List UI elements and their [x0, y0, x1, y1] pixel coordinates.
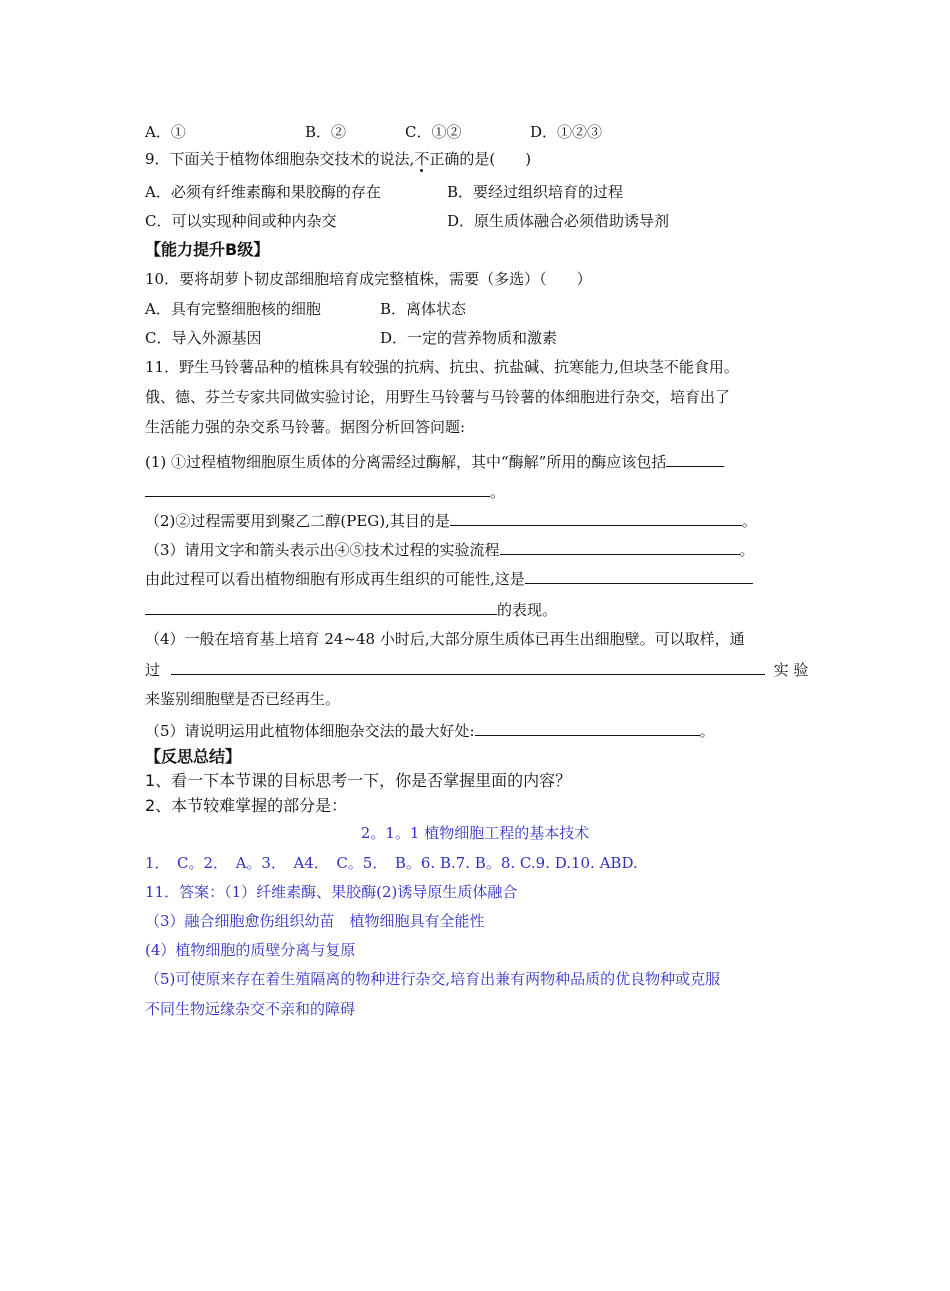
q11-sub5: （5）请说明运用此植物体细胞杂交法的最大好处: 。 [145, 719, 715, 742]
q11-sub1-continued: 。 [145, 480, 505, 503]
q11-sub2: （2)②过程需要用到聚乙二醇(PEG),其目的是 。 [145, 509, 757, 532]
answers-title: 2。1。1 植物细胞工程的基本技术 [360, 824, 590, 842]
q11-paragraph-line1: 11．野生马铃薯品种的植株具有较强的抗病、抗虫、抗盐碱、抗寒能力,但块茎不能食用。 [145, 358, 739, 376]
q9-emphasis: 不 [414, 150, 430, 168]
q10-option-a: A．具有完整细胞核的细胞 [145, 300, 321, 318]
q11-sub3-line3: 的表现。 [145, 598, 557, 621]
q10-option-b: B．离体状态 [380, 300, 467, 318]
q8-option-a: A．① [145, 123, 186, 141]
q9-option-c: C．可以实现种间或种内杂交 [145, 212, 337, 230]
q9-option-b: B．要经过组织培育的过程 [447, 183, 624, 201]
q11-sub3-line2: 由此过程可以看出植物细胞有形成再生组织的可能性,这是 [145, 567, 753, 590]
reflect-heading: 【反思总结】 [145, 747, 242, 766]
q11-sub3: （3）请用文字和箭头表示出④⑤技术过程的实验流程 。 [145, 538, 755, 561]
section-b-heading: 【能力提升B级】 [145, 240, 270, 259]
q11-paragraph-line3: 生活能力强的杂交系马铃薯。据图分析回答问题: [145, 418, 466, 436]
answers-line1: 1． C。2． A。3． A4． C。5． B。6. B.7. B。8. C.9. D.10. ABD. [145, 854, 638, 872]
answer-blank[interactable] [450, 509, 742, 526]
q11-paragraph-line2: 俄、德、芬兰专家共同做实验讨论，用野生马铃薯与马铃薯的体细胞进行杂交，培育出了 [145, 388, 731, 406]
answer-blank[interactable] [475, 719, 700, 736]
answers-line4: (4）植物细胞的质壁分离与复原 [145, 941, 356, 959]
q10-stem: 10．要将胡萝卜韧皮部细胞培育成完整植株，需要（多选）（ ） [145, 270, 592, 288]
answer-blank[interactable] [666, 450, 724, 467]
q8-option-b: B．② [305, 123, 347, 141]
q9-stem: 9．下面关于植物体细胞杂交技术的说法,不正确的是( ) [145, 150, 532, 168]
answers-line5: （5)可使原来存在着生殖隔离的物种进行杂交,培育出兼有两物种品质的优良物种或克服 [145, 970, 721, 988]
q10-option-d: D．一定的营养物质和激素 [380, 329, 558, 347]
q11-sub4-line3: 来鉴别细胞壁是否已经再生。 [145, 690, 341, 708]
reflect-line2: 2、本节较难掌握的部分是： [145, 796, 348, 815]
answer-blank[interactable] [525, 567, 753, 584]
q9-option-a: A．必须有纤维素酶和果胶酶的存在 [145, 183, 381, 201]
q10-option-c: C．导入外源基因 [145, 329, 262, 347]
q8-option-c: C．①② [405, 123, 462, 141]
q11-sub4: （4）一般在培育基上培育 24~48 小时后,大部分原生质体已再生出细胞壁。可以取样，通 [145, 630, 745, 648]
answer-blank[interactable] [145, 480, 490, 497]
q8-option-d: D．①②③ [530, 123, 603, 141]
q9-option-d: D．原生质体融合必须借助诱导剂 [447, 212, 670, 230]
answer-blank[interactable] [500, 538, 740, 555]
answers-line2: 11．答案：（1）纤维素酶、果胶酶(2)诱导原生质体融合 [145, 883, 518, 901]
answer-blank[interactable] [145, 598, 497, 615]
q11-sub1: (1) ①过程植物细胞原生质体的分离需经过酶解，其中“酶解”所用的酶应该包括 [145, 450, 724, 473]
answers-line3: （3）融合细胞愈伤组织幼苗 植物细胞具有全能性 [145, 912, 485, 930]
q11-sub4-line2: 过 实 验 [145, 658, 808, 681]
answer-blank[interactable] [171, 658, 765, 675]
answers-line6: 不同生物远缘杂交不亲和的障碍 [145, 1000, 356, 1018]
reflect-line1: 1、看一下本节课的目标思考一下，你是否掌握里面的内容？ [145, 771, 572, 790]
